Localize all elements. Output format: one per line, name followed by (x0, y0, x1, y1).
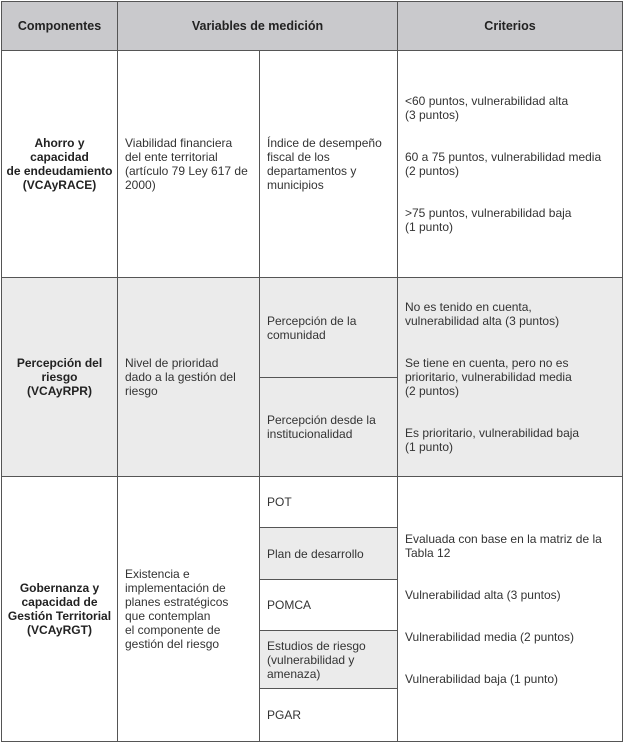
table-row (2, 477, 623, 528)
header-criterios: Criterios (398, 2, 623, 51)
criterio-item: Vulnerabilidad media (2 puntos) (405, 630, 574, 644)
sub-variable-cell: PGAR (260, 689, 398, 742)
criterio-item: Es prioritario, vulnerabilidad baja (1 punto) (405, 426, 580, 454)
table-row (2, 278, 623, 378)
criterios-cell (398, 51, 623, 278)
criterio-item: Evaluada con base en la matriz de la Tabla 12 (405, 532, 602, 560)
componente-cell: Gobernanza y capacidad de Gestión Territorial (VCAyRGT) (2, 477, 118, 742)
componente-cell: Ahorro y capacidad de endeudamiento (VCAyRACE) (2, 51, 118, 278)
header-variables: Variables de medición (118, 2, 398, 51)
vulnerability-criteria-table (1, 1, 623, 742)
sub-variable-cell: POT (260, 477, 398, 528)
sub-variable-cell: Percepción de la comunidad (260, 278, 398, 378)
header-componentes: Componentes (2, 2, 118, 51)
sub-variable-cell: Índice de desempeño fiscal de los departamentos y municipios (260, 51, 398, 278)
sub-variable-cell: Percepción desde la institucionalidad (260, 378, 398, 477)
criterio-item: <60 puntos, vulnerabilidad alta (3 puntos) (405, 94, 569, 122)
variable-cell: Nivel de prioridad dado a la gestión del riesgo (118, 278, 260, 477)
criterios-cell (398, 477, 623, 742)
variable-cell: Existencia e implementación de planes estratégicos que contemplan el componente de gestión del riesgo (118, 477, 260, 742)
criterio-item: Vulnerabilidad baja (1 punto) (405, 672, 558, 686)
header-row (2, 2, 623, 51)
componente-cell: Percepción del riesgo (VCAyRPR) (2, 278, 118, 477)
criterios-cell (398, 278, 623, 477)
criterio-item: No es tenido en cuenta, vulnerabilidad alta (3 puntos) (405, 300, 560, 328)
sub-variable-cell: Plan de desarrollo (260, 528, 398, 580)
criterio-item: Se tiene en cuenta, pero no es prioritario, vulnerabilidad media (2 puntos) (405, 356, 572, 398)
sub-variable-cell: POMCA (260, 580, 398, 631)
variable-cell: Viabilidad financiera del ente territorial (artículo 79 Ley 617 de 2000) (118, 51, 260, 278)
criterio-item: Vulnerabilidad alta (3 puntos) (405, 588, 561, 602)
criterio-item: >75 puntos, vulnerabilidad baja (1 punto) (405, 206, 572, 234)
table-row (2, 51, 623, 278)
sub-variable-cell: Estudios de riesgo (vulnerabilidad y amenaza) (260, 631, 398, 689)
criterio-item: 60 a 75 puntos, vulnerabilidad media (2 puntos) (405, 150, 602, 178)
